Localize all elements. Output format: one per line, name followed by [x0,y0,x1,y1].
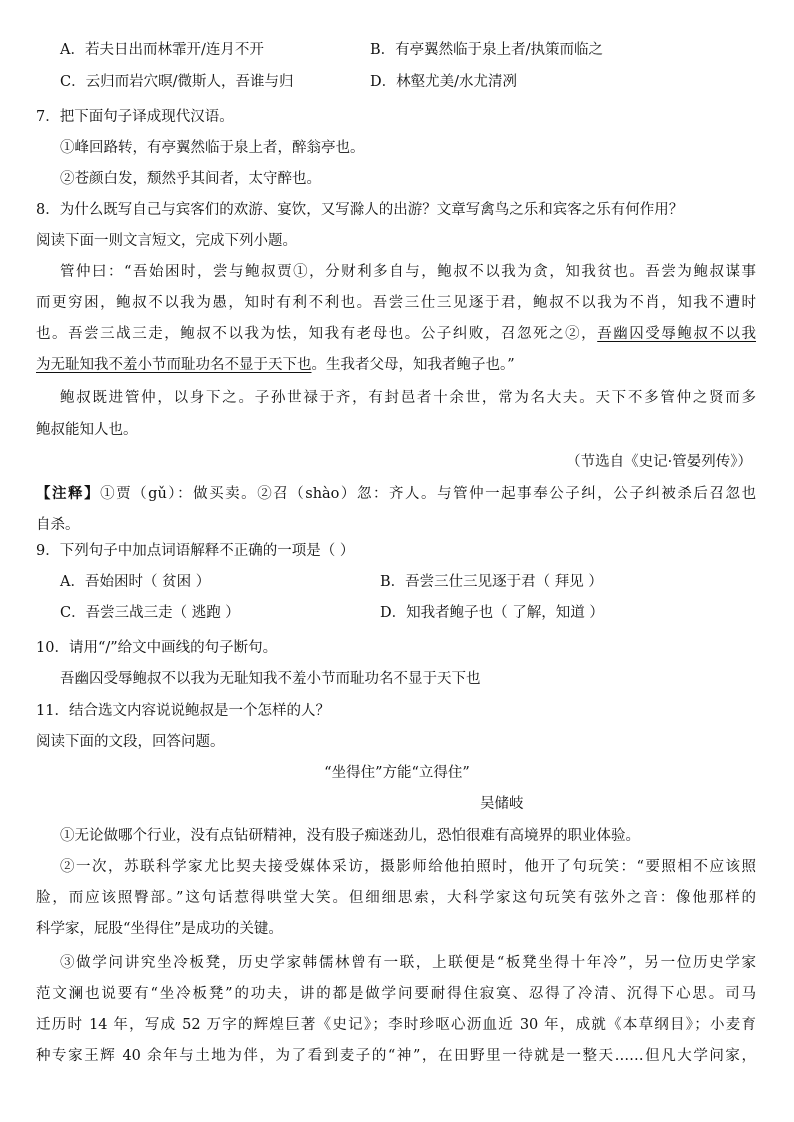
q6-option-a: A．若夫日出而林霏开/连月不开 [60,42,264,58]
q7-sentence-2: ②苍颜白发，颓然乎其间者，太守醉也。 [60,171,321,187]
passage1-para2-line2: 鲍叔能知人也。 [36,422,138,438]
passage1-para1-line1: 管仲曰：“吾始困时，尝与鲍叔贾①，分财利多自与，鲍叔不以我为贪，知我贫也。吾尝为鲍叔谋事 [60,264,756,280]
passage2-para2-line3: 科学家，屁股“坐得住”是成功的关键。 [36,921,283,937]
q9-option-b: B．吾尝三仕三见逐于君（ 拜见 ） [380,574,603,590]
passage2-para3-line1: ③做学问讲究坐冷板凳，历史学家韩儒林曾有一联，上联便是“板凳坐得十年冷”，另一位历史学家 [60,955,756,971]
passage2-title: “坐得住”方能“立得住” [324,765,470,781]
passage2-para2-line1: ②一次，苏联科学家尤比契夫接受媒体采访，摄影师给他拍照时，他开了句玩笑：“要照相不应该照 [60,859,756,875]
q9-stem: 9．下列句子中加点词语解释不正确的一项是（ ） [36,543,355,559]
underlined-sentence-part2: 为无耻知我不羞小节而耻功名不显于天下也 [36,357,312,373]
passage1-note-line1 [36,484,756,504]
passage1-para2-line1: 鲍叔既进管仲，以身下之。子孙世禄于齐，有封邑者十余世，常为名大夫。天下不多管仲之贤而多 [60,390,756,406]
passage2-author: 吴储岐 [480,796,524,812]
passage2-para3-line2: 范文澜也说要有“坐冷板凳”的功夫，讲的都是做学问要耐得住寂寞、忍得了冷清、沉得下心思。司马 [36,986,756,1002]
passage1-note-line2: 自杀。 [36,517,80,533]
passage1-para1-line2: 而更穷困，鲍叔不以我为愚，知时有利不利也。吾尝三仕三见逐于君，鲍叔不以我为不肖，知我不遭时 [36,295,756,311]
passage1-text: 。生我者父母，知我者鲍子也。” [311,357,515,373]
underlined-sentence-part1: 吾幽囚受辱鲍叔不以我 [597,326,757,342]
passage2-para3-line3: 迁历时 14 年，写成 52 万字的辉煌巨著《史记》；李时珍呕心沥血近 30 年，成就《本草纲目》；小麦育 [36,1017,756,1033]
q9-option-a: A．吾始困时（ 贫困 ） [60,574,211,590]
q8-stem: 8．为什么既写自己与宾客们的欢游、宴饮，又写滁人的出游？文章写禽鸟之乐和宾客之乐有何作用？ [36,202,684,218]
q6-option-d: D．林壑尤美/水尤清冽 [370,74,518,90]
q10-sentence: 吾幽囚受辱鲍叔不以我为无耻知我不羞小节而耻功名不显于天下也 [60,671,481,687]
passage1-para1-line3 [36,324,756,344]
q7-stem: 7．把下面句子译成现代汉语。 [36,109,234,125]
passage2-para2-line2: 脸，而应该照臀部。”这句话惹得哄堂大笑。但细细思索，大科学家这句玩笑有弦外之音：像他那样的 [36,890,756,906]
passage2-para3-line4: 种专家王辉 40 余年与土地为伴，为了看到麦子的“神”，在田野里一待就是一整天……但凡大学问家， [36,1048,756,1064]
q11-stem: 11．结合选文内容说说鲍叔是一个怎样的人？ [36,703,330,719]
passage1-text: 也。吾尝三战三走，鲍叔不以我为怯，知我有老母也。公子纠败，召忽死之②， [36,326,598,342]
passage1-intro: 阅读下面一则文言短文，完成下列小题。 [36,233,297,249]
passage2-para1: ①无论做哪个行业，没有点钻研精神，没有股子痴迷劲儿，恐怕很难有高境界的职业体验。 [60,828,640,844]
note-text: ①贾（gǔ）：做买卖。②召（shào）忽：齐人。与管仲一起事奉公子纠，公子纠被杀后召忽也 [100,486,756,502]
passage1-source: （节选自《史记·管晏列传》） [566,454,752,470]
q10-stem: 10．请用“/”给文中画线的句子断句。 [36,640,278,656]
q9-option-c: C．吾尝三战三走（ 逃跑 ） [60,605,240,621]
q7-sentence-1: ①峰回路转，有亭翼然临于泉上者，醉翁亭也。 [60,140,365,156]
q6-option-c: C．云归而岩穴暝/微斯人，吾谁与归 [60,74,294,90]
passage2-intro: 阅读下面的文段，回答问题。 [36,734,225,750]
q9-option-d: D．知我者鲍子也（ 了解，知道 ） [380,605,604,621]
passage1-para1-line4 [36,355,515,375]
note-label: 【注释】 [36,485,101,502]
q6-option-b: B．有亭翼然临于泉上者/执策而临之 [370,42,604,58]
